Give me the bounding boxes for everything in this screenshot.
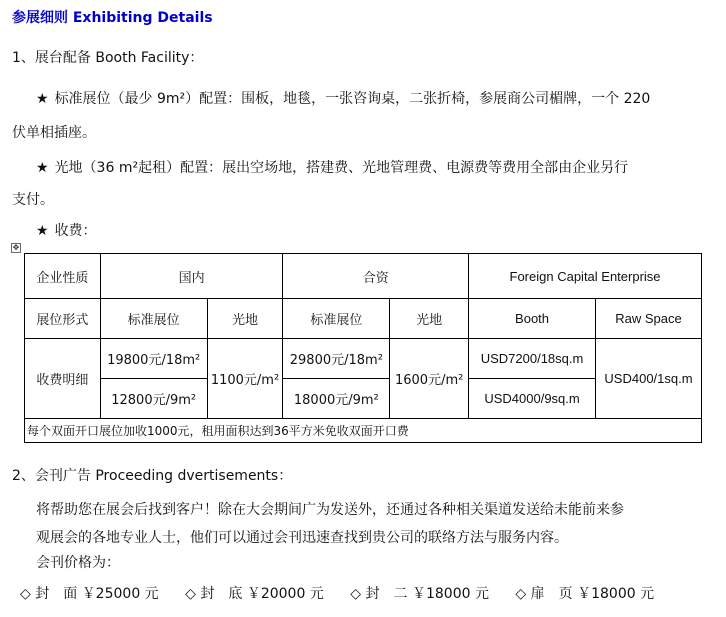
table-cell: Booth xyxy=(469,299,596,339)
diamond-icon: ◇ xyxy=(515,586,527,602)
raw-space-line1 xyxy=(36,157,628,177)
price-value: ￥18000 元 xyxy=(577,586,655,602)
ad-price-list xyxy=(20,583,676,603)
price-item xyxy=(20,583,159,603)
diamond-icon: ◇ xyxy=(350,586,362,602)
table-cell: 光地 xyxy=(207,299,283,339)
table-cell: 标准展位 xyxy=(100,299,207,339)
table-cell: 收费明细 xyxy=(25,339,101,419)
diamond-icon: ◇ xyxy=(185,586,196,602)
ad-description-line1: 将帮助您在展会后找到客户！除在大会期间广为发送外，还通过各种相关渠道发送给未能前来参 xyxy=(36,502,624,518)
raw-space-text: 光地（36 m²起租）配置：展出空场地，搭建费、光地管理费、电源费等费用全部由企业另行 xyxy=(54,160,629,176)
price-value: ￥18000 元 xyxy=(411,586,489,602)
table-cell: 国内 xyxy=(100,254,283,299)
table-cell: USD400/1sq.m xyxy=(596,339,702,419)
price-label: 封 面 xyxy=(35,586,78,602)
table-cell: 标准展位 xyxy=(283,299,390,339)
table-cell: Raw Space xyxy=(596,299,702,339)
page-title: 参展细则 Exhibiting Details xyxy=(12,10,213,26)
table-note: 每个双面开口展位加收1000元，租用面积达到36平方米免收双面开口费 xyxy=(25,419,702,443)
table-cell: 18000元/9m² xyxy=(283,379,390,419)
table-cell: 12800元/9m² xyxy=(100,379,207,419)
price-item xyxy=(185,583,324,603)
price-value: ￥20000 元 xyxy=(246,586,324,602)
move-handle-icon[interactable]: ✥ xyxy=(12,243,20,252)
section2-heading: 2、会刊广告 Proceeding dvertisements： xyxy=(12,468,293,484)
price-label: 封 底 xyxy=(200,586,243,602)
standard-booth-text: 标准展位（最少 9m²）配置：围板，地毯，一张咨询桌，二张折椅，参展商公司楣牌，一个 220 xyxy=(54,91,651,107)
standard-booth-line1 xyxy=(36,88,650,108)
table-cell: 光地 xyxy=(390,299,469,339)
fee-table xyxy=(24,253,702,443)
raw-space-line2: 支付。 xyxy=(12,192,54,208)
standard-booth-line2: 伏单相插座。 xyxy=(12,125,96,141)
price-label: 封 二 xyxy=(365,586,408,602)
price-value: ￥25000 元 xyxy=(81,586,159,602)
table-row xyxy=(25,419,702,443)
table-cell: 1100元/m² xyxy=(207,339,283,419)
star-icon: ★ xyxy=(36,91,49,107)
star-icon: ★ xyxy=(36,160,49,176)
price-label: 扉 页 xyxy=(530,586,573,602)
price-item xyxy=(515,583,654,603)
table-cell: 企业性质 xyxy=(25,254,101,299)
table-row xyxy=(25,254,702,299)
table-row xyxy=(25,299,702,339)
ad-price-heading: 会刊价格为： xyxy=(36,555,120,571)
ad-description-line2: 观展会的各地专业人士，他们可以通过会刊迅速查找到贵公司的联络方法与服务内容。 xyxy=(36,530,568,546)
diamond-icon: ◇ xyxy=(20,586,31,602)
table-cell: 29800元/18m² xyxy=(283,339,390,379)
table-cell: 19800元/18m² xyxy=(100,339,207,379)
table-cell: USD7200/18sq.m xyxy=(469,339,596,379)
table-cell: Foreign Capital Enterprise xyxy=(469,254,702,299)
table-cell: 1600元/m² xyxy=(390,339,469,419)
table-row xyxy=(25,339,702,379)
table-cell: 展位形式 xyxy=(25,299,101,339)
table-cell: USD4000/9sq.m xyxy=(469,379,596,419)
star-icon: ★ xyxy=(36,223,49,239)
fees-line xyxy=(36,220,97,240)
table-cell: 合资 xyxy=(283,254,469,299)
fees-heading: 收费： xyxy=(54,223,97,239)
section1-heading: 1、展台配备 Booth Facility： xyxy=(12,50,204,66)
price-item xyxy=(350,583,489,603)
